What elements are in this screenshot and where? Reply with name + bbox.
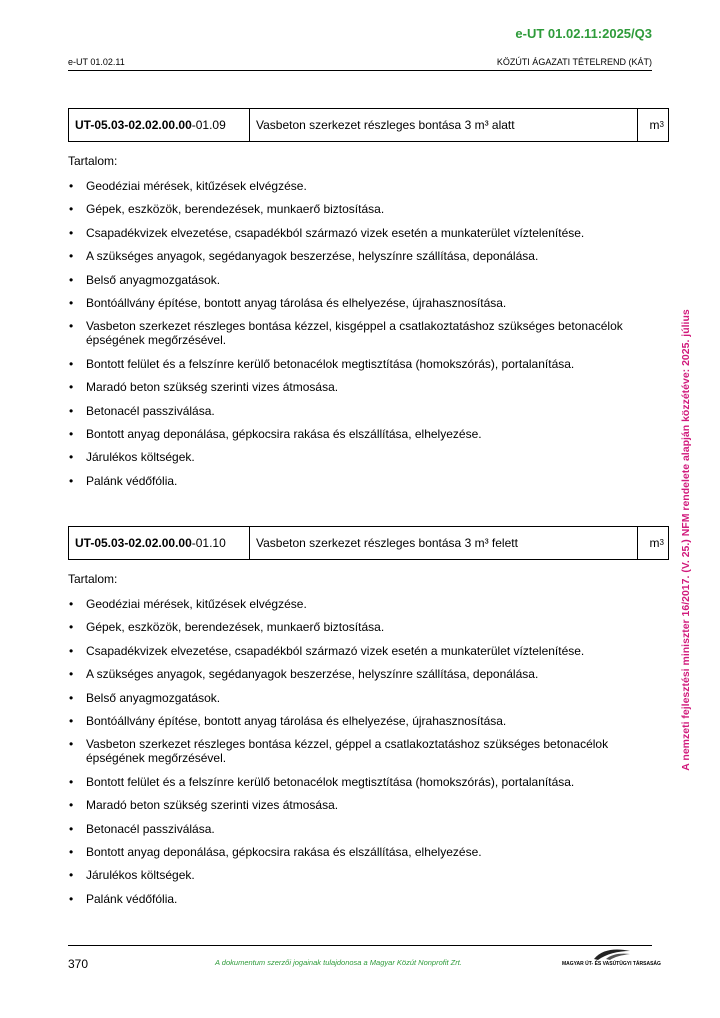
list-item: • Bontóállvány építése, bontott anyag tárolása és elhelyezése, újrahasznosítása.	[68, 714, 668, 728]
item-unit: m	[649, 536, 660, 550]
item-code-suffix: -01.10	[191, 536, 226, 550]
list-item: • A szükséges anyagok, segédanyagok beszerzése, helyszínre szállítása, deponálása.	[68, 667, 668, 681]
item-description-cell: Vasbeton szerkezet részleges bontása 3 m³ felett	[250, 527, 638, 559]
list-item: • Palánk védőfólia.	[68, 892, 668, 906]
list-item: • Betonacél passziválása.	[68, 404, 668, 418]
list-item: • Bontott anyag deponálása, gépkocsira rakása és elszállítása, elhelyezése.	[68, 427, 668, 441]
list-item: • Csapadékvizek elvezetése, csapadékból származó vizek esetén a munkaterület víztelenítése.	[68, 644, 668, 658]
list-item: • Gépek, eszközök, berendezések, munkaerő biztosítása.	[68, 202, 668, 216]
list-item: • Bontott felület és a felszínre kerülő betonacélok megtisztítása (homokszórás), portalanítása.	[68, 357, 668, 371]
item-code-bold: UT-05.03-02.02.00.00	[75, 118, 192, 132]
list-item: • Vasbeton szerkezet részleges bontása kézzel, géppel a csatlakoztatáshoz szükséges betonacélok épségének megőrzésével.	[68, 737, 668, 765]
item-unit: m	[649, 118, 660, 132]
item-header-table	[68, 526, 669, 560]
logo-text: MAGYAR ÚT- ÉS VASÚTÜGYI TÁRSASÁG	[562, 961, 661, 967]
list-item: • Maradó beton szükség szerinti vizes átmosása.	[68, 380, 668, 394]
list-item: • Járulékos költségek.	[68, 450, 668, 464]
side-publication-text: A nemzeti fejlesztési miniszter 16/2017. (V. 25.) NFM rendelete alapján közzétéve: 2025. július	[680, 309, 692, 771]
list-item: • Belső anyagmozgatások.	[68, 273, 668, 287]
item-code-suffix: -01.09	[191, 118, 226, 132]
copyright-note: A dokumentum szerzői jogainak tulajdonosa a Magyar Közút Nonprofit Zrt.	[215, 958, 462, 967]
list-item: • Betonacél passziválása.	[68, 822, 668, 836]
list-item: • Vasbeton szerkezet részleges bontása kézzel, kisgéppel a csatlakoztatáshoz szükséges betonacélok épségének megőrzésével.	[68, 319, 668, 347]
item-code-cell	[69, 109, 250, 141]
list-item: • Geodéziai mérések, kitűzések elvégzése.	[68, 597, 668, 611]
item-header-table	[68, 108, 669, 142]
list-item: • Csapadékvizek elvezetése, csapadékból származó vizek esetén a munkaterület víztelenítése.	[68, 226, 668, 240]
content-label: Tartalom:	[68, 154, 118, 168]
header-divider	[68, 70, 652, 71]
content-bullet-list	[68, 597, 668, 915]
list-item: • Gépek, eszközök, berendezések, munkaerő biztosítása.	[68, 620, 668, 634]
header-left-text: e-UT 01.02.11	[68, 57, 125, 67]
list-item: • Bontott anyag deponálása, gépkocsira rakása és elszállítása, elhelyezése.	[68, 845, 668, 859]
list-item: • Maradó beton szükség szerinti vizes átmosása.	[68, 798, 668, 812]
list-item: • Belső anyagmozgatások.	[68, 691, 668, 705]
society-logo	[562, 947, 661, 969]
item-unit-cell: m 3	[649, 118, 664, 132]
list-item: • Bontott felület és a felszínre kerülő betonacélok megtisztítása (homokszórás), portalanítása.	[68, 775, 668, 789]
item-code-bold: UT-05.03-02.02.00.00	[75, 536, 192, 550]
list-item: • Geodéziai mérések, kitűzések elvégzése.	[68, 179, 668, 193]
content-bullet-list	[68, 179, 668, 497]
item-code-cell	[69, 527, 250, 559]
header-right-text: KÖZÚTI ÁGAZATI TÉTELREND (KÁT)	[496, 57, 652, 67]
list-item: • A szükséges anyagok, segédanyagok beszerzése, helyszínre szállítása, deponálása.	[68, 249, 668, 263]
list-item: • Járulékos költségek.	[68, 868, 668, 882]
road-swoosh-icon	[592, 947, 632, 961]
document-code: e-UT 01.02.11:2025/Q3	[515, 26, 652, 41]
item-description-cell: Vasbeton szerkezet részleges bontása 3 m³ alatt	[250, 109, 638, 141]
footer-divider	[68, 945, 652, 946]
item-unit-cell: m 3	[649, 536, 664, 550]
content-label: Tartalom:	[68, 572, 118, 586]
page-number: 370	[68, 957, 89, 971]
list-item: • Bontóállvány építése, bontott anyag tárolása és elhelyezése, újrahasznosítása.	[68, 296, 668, 310]
list-item: • Palánk védőfólia.	[68, 474, 668, 488]
